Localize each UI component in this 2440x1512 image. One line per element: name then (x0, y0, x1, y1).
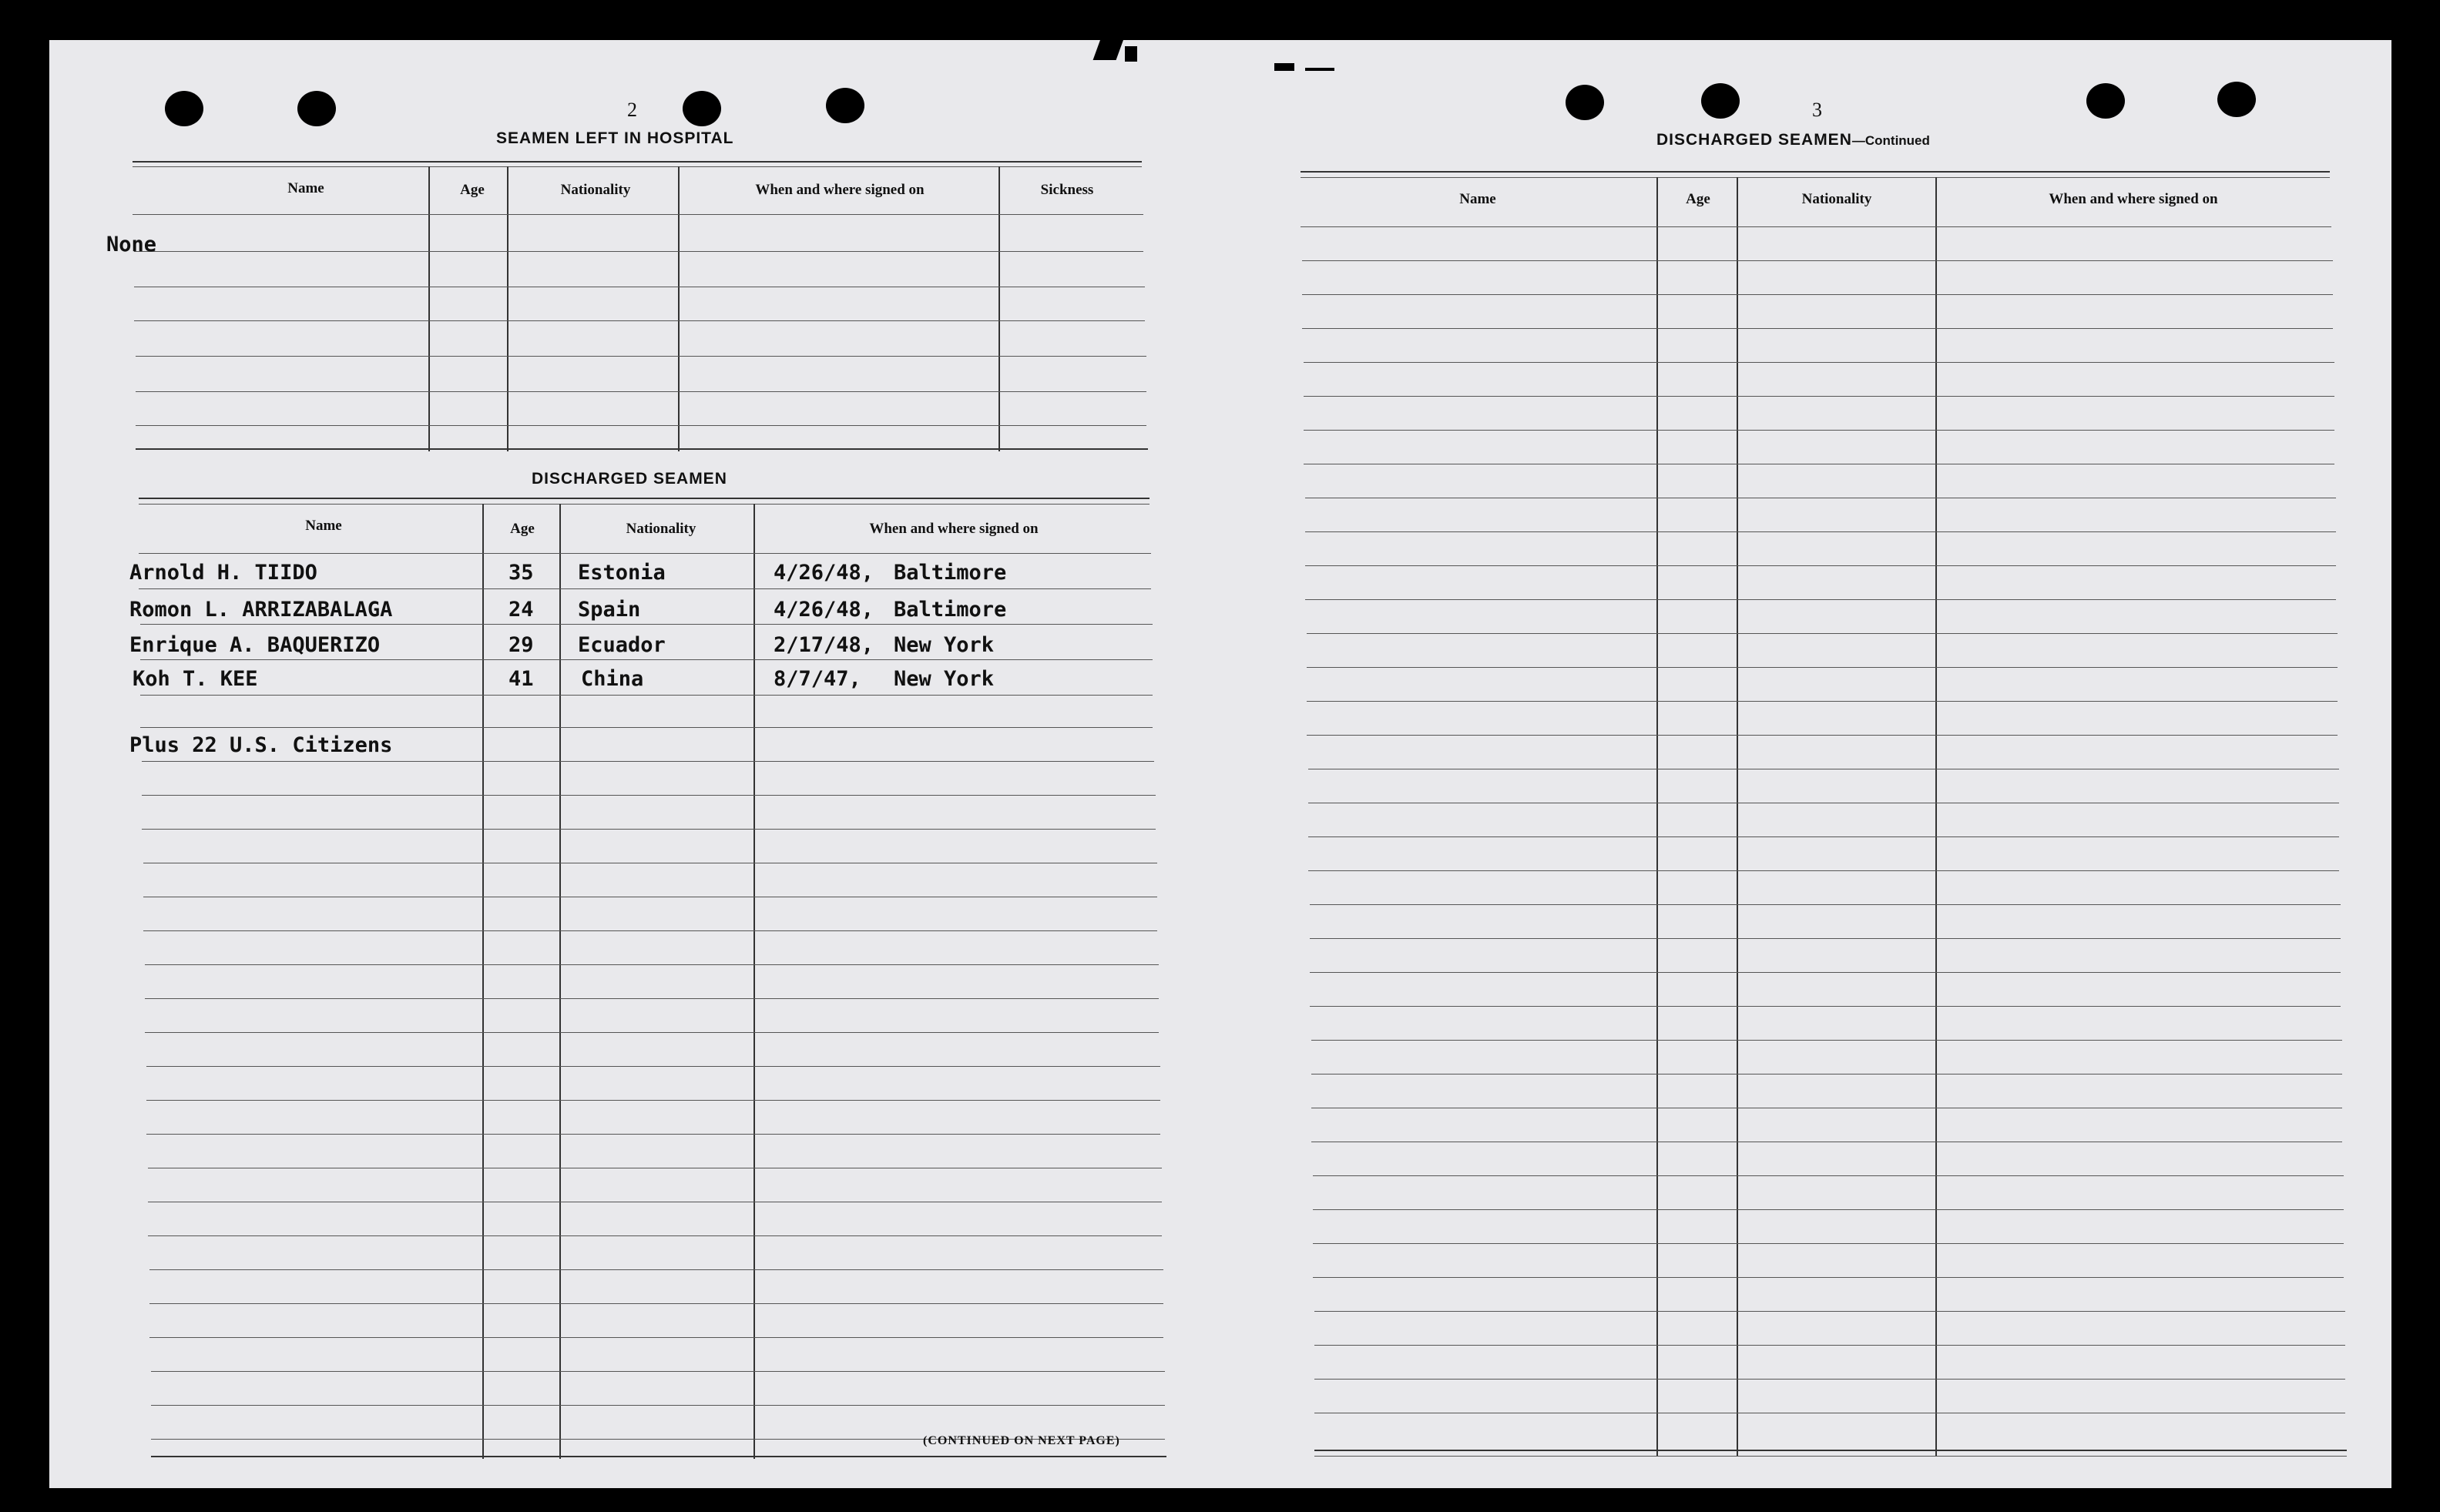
seaman-signed-place: Baltimore (894, 598, 1007, 622)
hospital-entry-none: None (106, 233, 157, 256)
seaman-nationality: China (581, 667, 644, 691)
discharged-col-name: Name (305, 518, 342, 534)
seaman-signed-place: New York (894, 667, 995, 691)
seaman-signed-date: 4/26/48, (774, 561, 874, 585)
ink-mark (1305, 68, 1334, 71)
hospital-col-signed-on: When and where signed on (755, 182, 925, 198)
discharged-continued-title-suffix: —Continued (1851, 133, 1930, 148)
seaman-name: Enrique A. BAQUERIZO (129, 633, 381, 657)
punch-hole (826, 88, 864, 123)
punch-hole (2217, 82, 2256, 117)
punch-hole (1701, 83, 1740, 119)
punch-hole (2086, 83, 2125, 119)
seaman-age: 41 (508, 667, 534, 691)
hospital-col-name: Name (287, 180, 324, 196)
seaman-name: Arnold H. TIIDO (129, 561, 317, 585)
seaman-age: 24 (508, 598, 534, 622)
page3-col-nationality: Nationality (1801, 191, 1872, 207)
discharged-col-signed-on: When and where signed on (869, 521, 1039, 537)
page-number: 2 (627, 99, 637, 121)
seaman-nationality: Estonia (578, 561, 666, 585)
seaman-signed-place: Baltimore (894, 561, 1007, 585)
discharged-section-title: DISCHARGED SEAMEN (532, 470, 727, 488)
page3-col-signed-on: When and where signed on (2049, 191, 2218, 207)
seaman-signed-date: 8/7/47, (774, 667, 861, 691)
continued-footer: (CONTINUED ON NEXT PAGE) (923, 1434, 1120, 1447)
punch-hole (297, 91, 336, 126)
ink-mark (1093, 37, 1125, 60)
seaman-nationality: Spain (578, 598, 641, 622)
document-sheet (49, 40, 2391, 1488)
seaman-signed-date: 2/17/48, (774, 633, 874, 657)
us-citizens-note: Plus 22 U.S. Citizens (129, 733, 393, 757)
hospital-col-sickness: Sickness (1040, 182, 1094, 198)
seaman-signed-place: New York (894, 633, 995, 657)
seaman-age: 29 (508, 633, 534, 657)
discharged-continued-title (1656, 131, 1930, 149)
seaman-signed-date: 4/26/48, (774, 598, 874, 622)
page3-col-age: Age (1686, 191, 1710, 207)
seaman-age: 35 (508, 561, 534, 585)
seaman-nationality: Ecuador (578, 633, 666, 657)
page3-col-name: Name (1459, 191, 1496, 207)
discharged-continued-title-main: DISCHARGED SEAMEN (1656, 131, 1852, 149)
seaman-name: Romon L. ARRIZABALAGA (129, 598, 393, 622)
punch-hole (683, 91, 721, 126)
ink-mark (1125, 46, 1137, 62)
punch-hole (1566, 85, 1604, 120)
discharged-col-age: Age (510, 521, 535, 537)
hospital-col-age: Age (460, 182, 485, 198)
hospital-section-title: SEAMEN LEFT IN HOSPITAL (496, 129, 734, 147)
ink-mark (1274, 63, 1294, 71)
hospital-col-nationality: Nationality (560, 182, 631, 198)
seaman-name: Koh T. KEE (133, 667, 258, 691)
discharged-col-nationality: Nationality (626, 521, 696, 537)
page-number: 3 (1812, 99, 1822, 121)
punch-hole (165, 91, 203, 126)
